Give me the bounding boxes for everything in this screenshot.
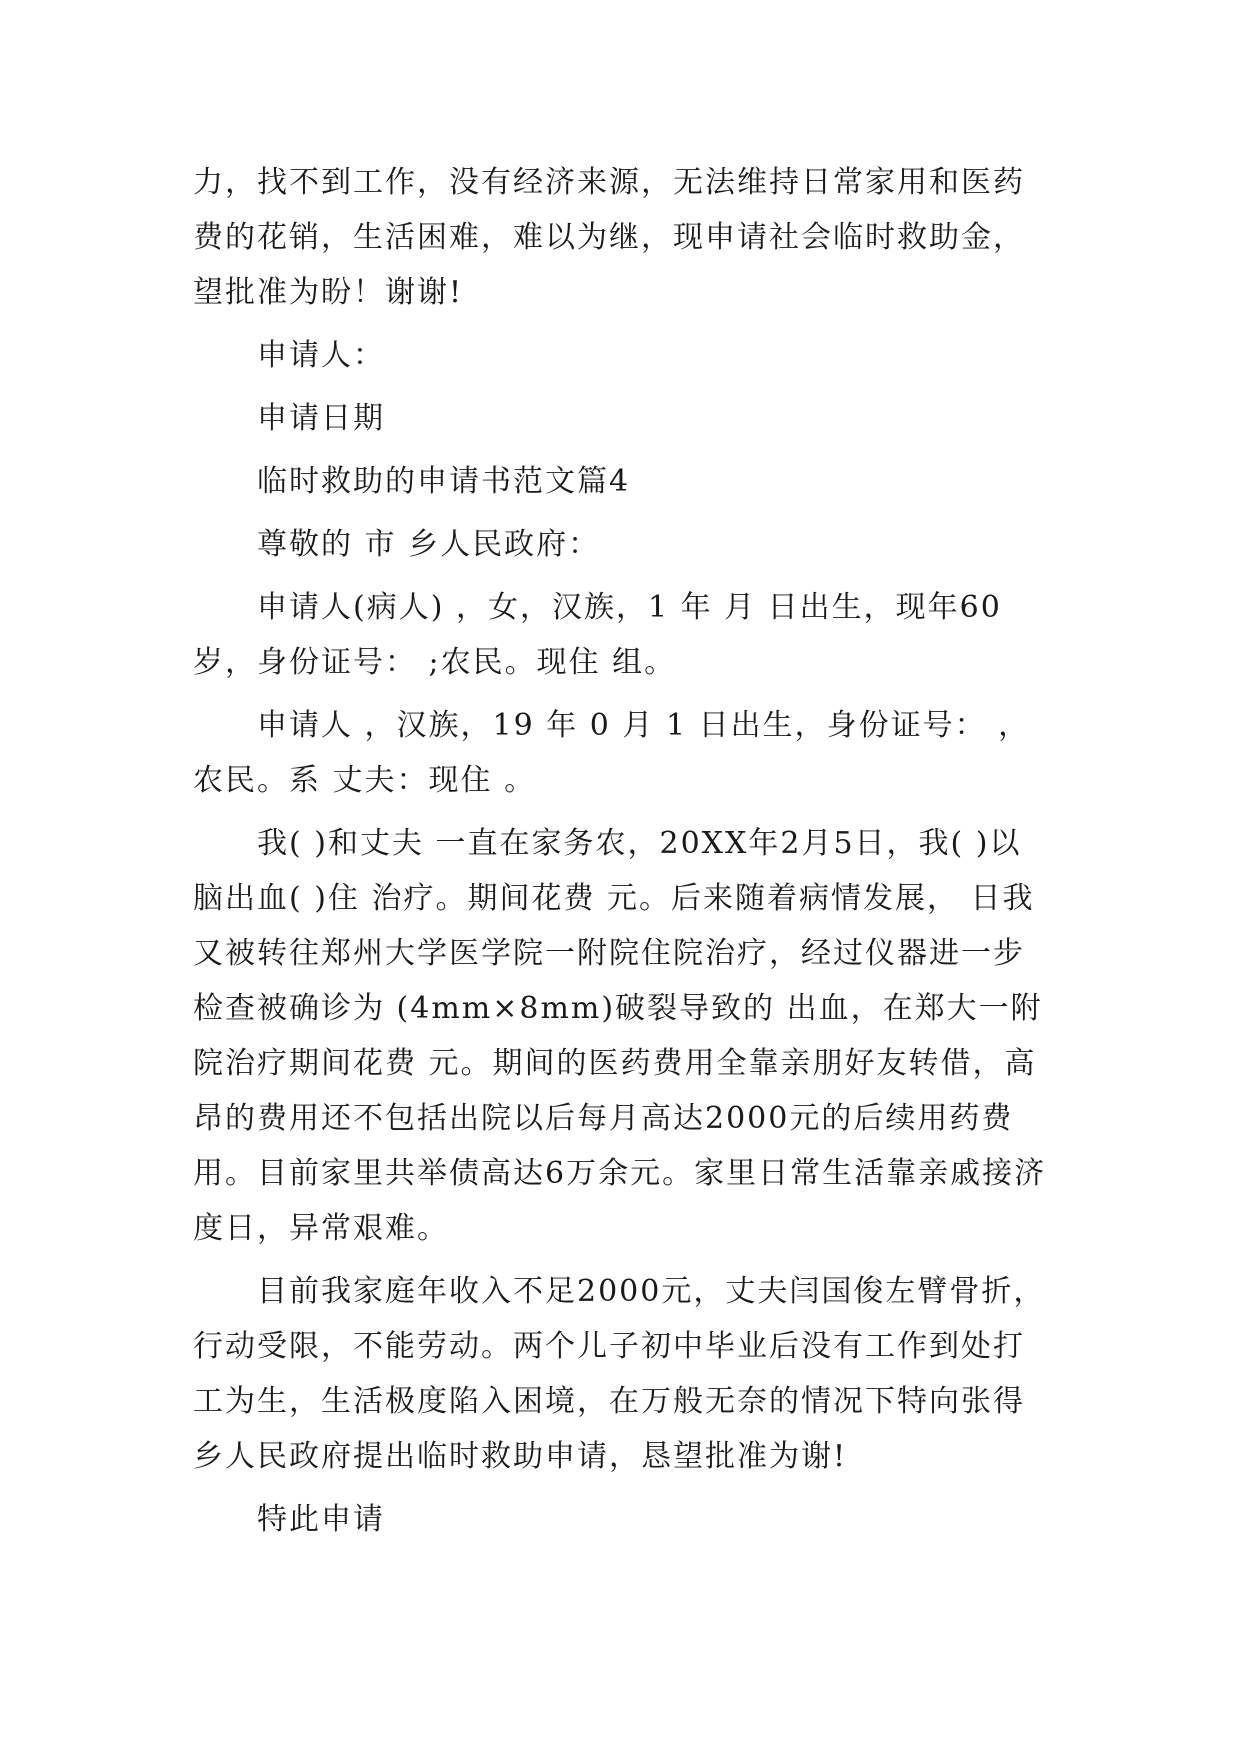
closing-text: 特此申请 — [257, 1502, 385, 1537]
family-situation-paragraph: 目前我家庭年收入不足2000元，丈夫闫国俊左臂骨折，行动受限，不能劳动。两个儿子初中毕业后没有工作到处打工为生，生活极度陷入困境，在万般无奈的情况下特向张得乡人民政府提出临时救助申请，恳望批准为谢! — [193, 1274, 1046, 1474]
applicant-info-husband: 申请人 ，汉族，19 年 0 月 1 日出生，身份证号： ，农民。系 丈夫：现住 。 — [193, 708, 1031, 798]
document-body — [193, 155, 1053, 1547]
section-title: 临时救助的申请书范文篇4 — [257, 464, 631, 499]
salutation: 尊敬的 市 乡人民政府： — [257, 527, 601, 562]
applicant-label: 申请人： — [257, 338, 385, 373]
paragraph-continuation: 力，找不到工作，没有经济来源，无法维持日常家用和医药费的花销，生活困难，难以为继，现申请社会临时救助金，望批准为盼！谢谢! — [193, 165, 1025, 310]
medical-history-paragraph: 我( )和丈夫 一直在家务农，20XX年2月5日，我( )以脑出血( )住 治疗。期间花费 元。后来随着病情发展， 日我又被转往郑州大学医学院一附院住院治疗，经过仪器进一步检查被确诊为 (4mm×8mm)破裂导致的 出血，在郑大一附院治疗期间花费 元。期间的医药费用全靠亲朋好友转借，高昂的费用还不包括出院以后每月高达2000元的后续用药费用。目前家里共举债高达6万余元。家里日常生活靠亲戚接济度日，异常艰难。 — [193, 826, 1047, 1246]
applicant-info-patient: 申请人(病人) ，女，汉族，1 年 月 日出生，现年60岁，身份证号： ;农民。现住 组。 — [193, 590, 1002, 680]
application-date-label: 申请日期 — [257, 401, 385, 436]
